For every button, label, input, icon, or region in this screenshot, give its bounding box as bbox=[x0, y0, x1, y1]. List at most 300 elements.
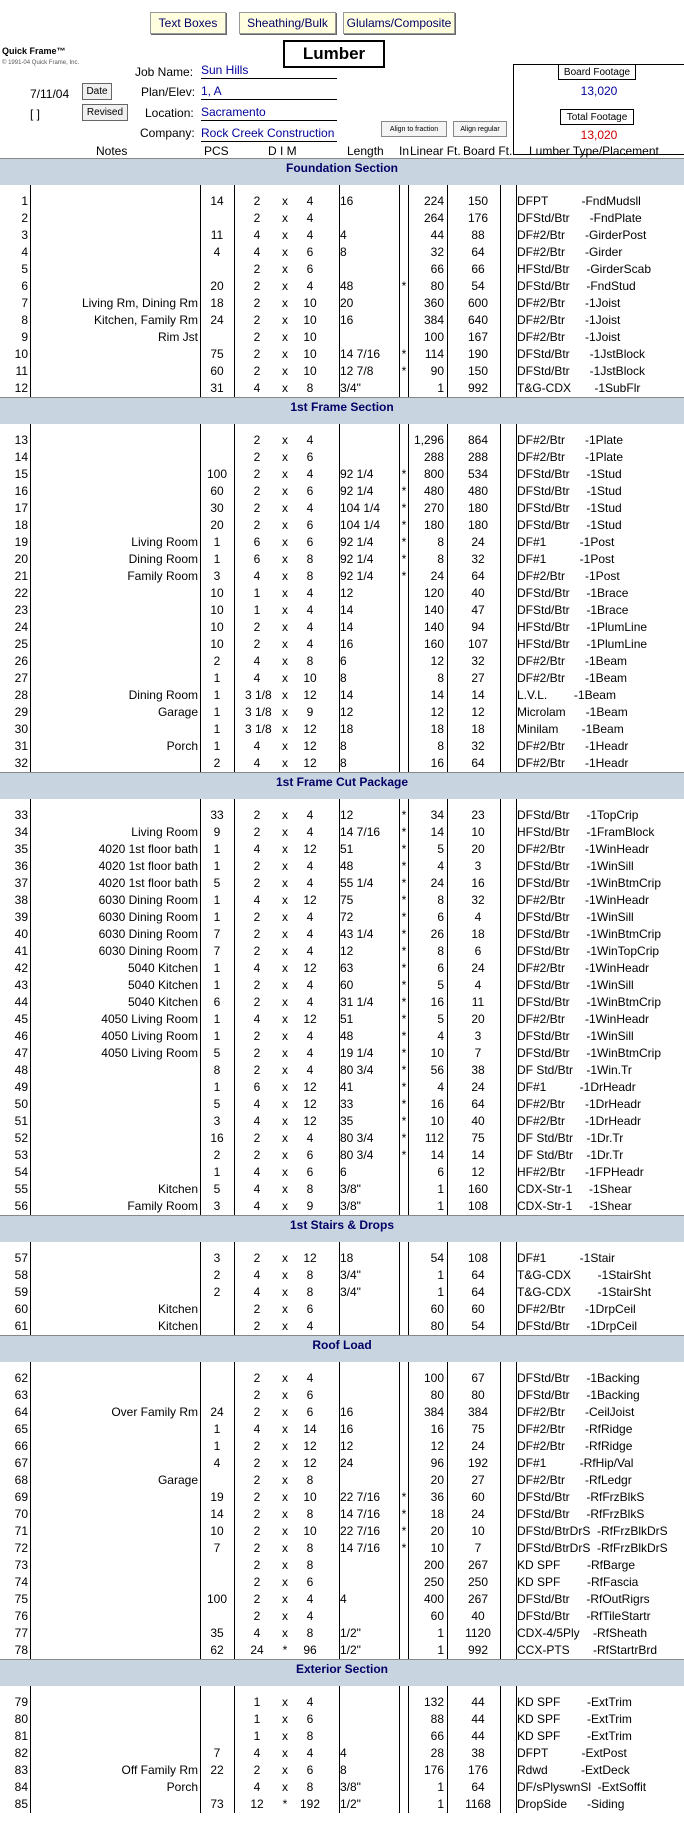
table-row[interactable] bbox=[0, 1284, 684, 1301]
row-pcs: 19 bbox=[210, 1490, 224, 1504]
row-board-ft: 40 bbox=[471, 1114, 485, 1128]
table-row[interactable] bbox=[0, 261, 684, 278]
table-row[interactable] bbox=[0, 1062, 684, 1079]
table-row[interactable] bbox=[0, 1421, 684, 1438]
row-linear-ft: 1 bbox=[437, 1285, 444, 1299]
row-lumber-type: DF#2/Btr -1Headr bbox=[517, 739, 629, 753]
table-row[interactable] bbox=[0, 1745, 684, 1762]
table-row[interactable] bbox=[0, 500, 684, 517]
row-pcs: 10 bbox=[210, 1524, 224, 1538]
row-lumber-type: DFStd/Btr -1Stud bbox=[517, 467, 622, 481]
table-row[interactable] bbox=[0, 926, 684, 943]
table-row[interactable] bbox=[0, 329, 684, 346]
row-dim-sep: x bbox=[282, 535, 288, 549]
row-number: 10 bbox=[14, 347, 28, 361]
row-lumber-type: DFStd/Btr -1Backing bbox=[517, 1371, 640, 1385]
row-board-ft: 12 bbox=[471, 1165, 485, 1179]
row-in-flag: * bbox=[401, 501, 407, 515]
text-boxes-button[interactable]: Text Boxes bbox=[150, 12, 226, 34]
table-row[interactable] bbox=[0, 1113, 684, 1130]
table-row[interactable] bbox=[0, 1198, 684, 1215]
row-linear-ft: 100 bbox=[423, 1371, 444, 1385]
table-row[interactable] bbox=[0, 517, 684, 534]
column-divider bbox=[234, 1686, 235, 1813]
row-pcs: 73 bbox=[210, 1797, 224, 1811]
table-row[interactable] bbox=[0, 994, 684, 1011]
row-dim-b: 6 bbox=[306, 1388, 314, 1402]
table-row[interactable] bbox=[0, 1574, 684, 1591]
table-row[interactable] bbox=[0, 1796, 684, 1813]
table-row[interactable] bbox=[0, 193, 684, 210]
row-dim-sep: x bbox=[282, 1182, 288, 1196]
row-dim-sep: x bbox=[282, 842, 288, 856]
table-row[interactable] bbox=[0, 1591, 684, 1608]
row-lumber-type: DFStd/Btr -1WinTopCrip bbox=[517, 944, 660, 958]
plan-elev-field[interactable]: 1, A bbox=[201, 84, 337, 100]
table-row[interactable] bbox=[0, 1079, 684, 1096]
row-note: 5040 Kitchen bbox=[127, 978, 198, 992]
row-pcs: 1 bbox=[213, 1422, 221, 1436]
row-dim-b: 4 bbox=[306, 859, 314, 873]
table-row[interactable] bbox=[0, 551, 684, 568]
table-row[interactable] bbox=[0, 807, 684, 824]
row-pcs: 8 bbox=[213, 1063, 221, 1077]
align-to-fraction-button[interactable]: Align to fraction bbox=[381, 121, 447, 137]
column-divider bbox=[30, 1242, 31, 1335]
row-length: 12 bbox=[340, 705, 354, 719]
table-row[interactable] bbox=[0, 1301, 684, 1318]
row-dim-sep: x bbox=[282, 688, 288, 702]
row-dim-a: 2 bbox=[253, 1131, 261, 1145]
row-lumber-type: DFStd/Btr -1WinBtmCrip bbox=[517, 1046, 662, 1060]
align-regular-button[interactable]: Align regular bbox=[453, 121, 507, 137]
row-linear-ft: 6 bbox=[437, 910, 444, 924]
table-row[interactable] bbox=[0, 449, 684, 466]
row-lumber-type: DF#2/Btr -1DrHeadr bbox=[517, 1097, 642, 1111]
row-pcs: 24 bbox=[210, 313, 224, 327]
row-dim-sep: x bbox=[282, 1422, 288, 1436]
row-in-flag: * bbox=[401, 1097, 407, 1111]
company-field[interactable]: Rock Creek Construction bbox=[201, 126, 337, 142]
section-rows bbox=[0, 1362, 684, 1659]
section-rows bbox=[0, 1242, 684, 1335]
row-number: 41 bbox=[14, 944, 28, 958]
row-length: 18 bbox=[340, 722, 354, 736]
row-lumber-type: HFStd/Btr -1PlumLine bbox=[517, 620, 648, 634]
row-length: 3/8" bbox=[340, 1199, 361, 1213]
row-linear-ft: 360 bbox=[423, 296, 444, 310]
row-number: 55 bbox=[14, 1182, 28, 1196]
total-footage-button[interactable]: Total Footage bbox=[560, 109, 634, 125]
date-button[interactable]: Date bbox=[82, 83, 112, 100]
row-dim-b: 8 bbox=[306, 381, 314, 395]
row-lumber-type: DF#2/Btr -Girder bbox=[517, 245, 623, 259]
table-row[interactable] bbox=[0, 1779, 684, 1796]
row-dim-b: 4 bbox=[306, 910, 314, 924]
row-in-flag: * bbox=[401, 347, 407, 361]
table-row[interactable] bbox=[0, 960, 684, 977]
row-linear-ft: 10 bbox=[430, 1114, 444, 1128]
table-row[interactable] bbox=[0, 585, 684, 602]
row-note: 4020 1st floor bath bbox=[98, 859, 198, 873]
row-dim-b: 6 bbox=[306, 450, 314, 464]
row-dim-sep: x bbox=[282, 620, 288, 634]
row-linear-ft: 60 bbox=[430, 1609, 444, 1623]
row-linear-ft: 160 bbox=[423, 637, 444, 651]
row-note: 6030 Dining Room bbox=[98, 927, 198, 941]
glulams-composite-button[interactable]: Glulams/Composite bbox=[343, 12, 455, 34]
row-dim-a: 4 bbox=[253, 1012, 261, 1026]
row-board-ft: 167 bbox=[467, 330, 489, 344]
row-linear-ft: 1 bbox=[437, 1268, 444, 1282]
row-dim-b: 4 bbox=[306, 944, 314, 958]
row-linear-ft: 60 bbox=[430, 1302, 444, 1316]
row-linear-ft: 8 bbox=[437, 671, 444, 685]
row-number: 13 bbox=[14, 433, 28, 447]
row-dim-b: 4 bbox=[306, 279, 314, 293]
row-length: 51 bbox=[340, 1012, 354, 1026]
row-pcs: 9 bbox=[213, 825, 221, 839]
row-linear-ft: 1 bbox=[437, 381, 444, 395]
table-row[interactable] bbox=[0, 210, 684, 227]
table-row[interactable] bbox=[0, 534, 684, 551]
row-lumber-type: HFStd/Btr -GirderScab bbox=[517, 262, 652, 276]
table-row[interactable] bbox=[0, 227, 684, 244]
row-lumber-type: DF#2/Btr -RfRidge bbox=[517, 1439, 633, 1453]
row-dim-sep: x bbox=[282, 1302, 288, 1316]
table-row[interactable] bbox=[0, 755, 684, 772]
row-lumber-type: DFStd/Btr -1WinBtmCrip bbox=[517, 995, 662, 1009]
row-dim-a: 4 bbox=[253, 1114, 261, 1128]
row-board-ft: 14 bbox=[471, 688, 485, 702]
row-dim-a: 4 bbox=[253, 1626, 261, 1640]
row-board-ft: 27 bbox=[471, 1473, 485, 1487]
section-rows bbox=[0, 1686, 684, 1813]
row-length: 80 3/4 bbox=[340, 1063, 374, 1077]
row-dim-a: 4 bbox=[253, 1422, 261, 1436]
row-in-flag: * bbox=[401, 995, 407, 1009]
table-row[interactable] bbox=[0, 1147, 684, 1164]
table-row[interactable] bbox=[0, 704, 684, 721]
column-divider bbox=[500, 424, 501, 772]
row-lumber-type: Rdwd -ExtDeck bbox=[517, 1763, 630, 1777]
table-row[interactable] bbox=[0, 1404, 684, 1421]
table-row[interactable] bbox=[0, 1318, 684, 1335]
row-length: 3/8" bbox=[340, 1780, 361, 1794]
table-row[interactable] bbox=[0, 1728, 684, 1745]
row-linear-ft: 132 bbox=[423, 1695, 444, 1709]
table-row[interactable] bbox=[0, 568, 684, 585]
table-row[interactable] bbox=[0, 909, 684, 926]
row-dim-b: 6 bbox=[306, 1763, 314, 1777]
row-dim-b: 6 bbox=[306, 1302, 314, 1316]
row-in-flag: * bbox=[401, 1080, 407, 1094]
row-lumber-type: DF#2/Btr -1WinHeadr bbox=[517, 893, 650, 907]
row-length: 4 bbox=[340, 1746, 347, 1760]
row-dim-b: 14 bbox=[303, 1422, 317, 1436]
column-divider bbox=[234, 424, 235, 772]
table-row[interactable] bbox=[0, 892, 684, 909]
row-linear-ft: 8 bbox=[437, 739, 444, 753]
table-row[interactable] bbox=[0, 363, 684, 380]
row-lumber-type: DFStd/Btr -1TopCrip bbox=[517, 808, 639, 822]
column-divider bbox=[339, 1686, 340, 1813]
column-divider bbox=[200, 185, 201, 397]
row-dim-b: 12 bbox=[303, 1251, 317, 1265]
row-length: 12 bbox=[340, 808, 354, 822]
table-row[interactable] bbox=[0, 1267, 684, 1284]
column-divider bbox=[408, 424, 409, 772]
table-row[interactable] bbox=[0, 1438, 684, 1455]
column-divider bbox=[30, 185, 31, 397]
table-row[interactable] bbox=[0, 278, 684, 295]
table-row[interactable] bbox=[0, 738, 684, 755]
table-row[interactable] bbox=[0, 1164, 684, 1181]
row-dim-b: 96 bbox=[303, 1643, 317, 1657]
row-pcs: 3 bbox=[213, 1199, 221, 1213]
row-pcs: 5 bbox=[213, 1097, 221, 1111]
job-name-field[interactable]: Sun Hills bbox=[201, 63, 337, 79]
row-dim-b: 8 bbox=[306, 1729, 314, 1743]
column-divider bbox=[516, 1242, 517, 1335]
row-dim-a: 2 bbox=[253, 347, 261, 361]
row-dim-sep: x bbox=[282, 450, 288, 464]
row-linear-ft: 14 bbox=[430, 688, 444, 702]
table-row[interactable] bbox=[0, 244, 684, 261]
table-row[interactable] bbox=[0, 1506, 684, 1523]
table-row[interactable] bbox=[0, 432, 684, 449]
column-divider bbox=[30, 1686, 31, 1813]
board-footage-value: 13,020 bbox=[580, 84, 618, 98]
table-row[interactable] bbox=[0, 1096, 684, 1113]
table-row[interactable] bbox=[0, 721, 684, 738]
row-board-ft: 27 bbox=[471, 671, 485, 685]
sheathing-bulk-button[interactable]: Sheathing/Bulk bbox=[239, 12, 336, 34]
row-dim-sep: x bbox=[282, 347, 288, 361]
row-length: 24 bbox=[340, 1456, 354, 1470]
row-linear-ft: 66 bbox=[430, 262, 444, 276]
row-board-ft: 18 bbox=[471, 722, 485, 736]
table-row[interactable] bbox=[0, 1181, 684, 1198]
row-length: 16 bbox=[340, 1405, 354, 1419]
row-pcs: 18 bbox=[210, 296, 224, 310]
row-pcs: 4 bbox=[213, 1456, 221, 1470]
table-row[interactable] bbox=[0, 977, 684, 994]
row-number: 19 bbox=[14, 535, 28, 549]
table-row[interactable] bbox=[0, 1642, 684, 1659]
row-in-flag: * bbox=[401, 535, 407, 549]
row-dim-b: 4 bbox=[306, 637, 314, 651]
column-divider bbox=[234, 1242, 235, 1335]
row-pcs: 5 bbox=[213, 876, 221, 890]
row-in-flag: * bbox=[401, 1012, 407, 1026]
row-in-flag: * bbox=[401, 518, 407, 532]
row-board-ft: 3 bbox=[474, 859, 482, 873]
row-lumber-type: DFPT -ExtPost bbox=[517, 1746, 627, 1760]
row-board-ft: 3 bbox=[474, 1029, 482, 1043]
row-length: 14 7/16 bbox=[340, 825, 381, 839]
row-board-ft: 20 bbox=[471, 1012, 485, 1026]
table-row[interactable] bbox=[0, 1625, 684, 1642]
table-row[interactable] bbox=[0, 1130, 684, 1147]
row-linear-ft: 264 bbox=[423, 211, 444, 225]
row-linear-ft: 10 bbox=[430, 1046, 444, 1060]
row-board-ft: 18 bbox=[471, 927, 485, 941]
row-dim-sep: x bbox=[282, 1405, 288, 1419]
row-pcs: 75 bbox=[210, 347, 224, 361]
row-lumber-type: DF/sPlyswnSl -ExtSoffit bbox=[517, 1780, 647, 1794]
col-notes: Notes bbox=[96, 144, 128, 158]
table-row[interactable] bbox=[0, 824, 684, 841]
row-dim-a: 2 bbox=[253, 808, 261, 822]
table-row[interactable] bbox=[0, 1762, 684, 1779]
row-length: 22 7/16 bbox=[340, 1490, 381, 1504]
row-pcs: 3 bbox=[213, 1251, 221, 1265]
row-dim-sep: x bbox=[282, 1199, 288, 1213]
row-length: 31 1/4 bbox=[340, 995, 374, 1009]
table-row[interactable] bbox=[0, 943, 684, 960]
row-lumber-type: DFStd/Btr -FndPlate bbox=[517, 211, 642, 225]
table-row[interactable] bbox=[0, 1489, 684, 1506]
row-dim-b: 12 bbox=[303, 961, 317, 975]
row-dim-sep: x bbox=[282, 330, 288, 344]
row-linear-ft: 44 bbox=[430, 228, 444, 242]
row-note: Dining Room bbox=[128, 552, 198, 566]
row-dim-a: 2 bbox=[253, 1763, 261, 1777]
row-length: 92 1/4 bbox=[340, 569, 374, 583]
row-lumber-type: DFStd/Btr -1WinSill bbox=[517, 910, 634, 924]
column-divider bbox=[447, 799, 448, 1215]
row-dim-sep: x bbox=[282, 1729, 288, 1743]
table-row[interactable] bbox=[0, 670, 684, 687]
row-in-flag: * bbox=[401, 1029, 407, 1043]
table-row[interactable] bbox=[0, 312, 684, 329]
table-row[interactable] bbox=[0, 380, 684, 397]
row-board-ft: 54 bbox=[471, 1319, 485, 1333]
table-row[interactable] bbox=[0, 1250, 684, 1267]
row-lumber-type: DFStd/Btr -RfFrzBlkS bbox=[517, 1507, 645, 1521]
column-divider bbox=[339, 185, 340, 397]
row-lumber-type: DF#1 -RfHip/Val bbox=[517, 1456, 634, 1470]
row-length: 63 bbox=[340, 961, 354, 975]
row-note: Kitchen bbox=[157, 1302, 198, 1316]
brand-name: Quick Frame™ bbox=[2, 46, 66, 56]
row-dim-a: 4 bbox=[253, 961, 261, 975]
row-lumber-type: DF#2/Btr -1Headr bbox=[517, 756, 629, 770]
row-dim-a: 2 bbox=[253, 876, 261, 890]
table-row[interactable] bbox=[0, 295, 684, 312]
table-row[interactable] bbox=[0, 653, 684, 670]
row-note: Living Room bbox=[131, 825, 198, 839]
row-pcs: 14 bbox=[210, 1507, 224, 1521]
column-divider bbox=[500, 185, 501, 397]
table-row[interactable] bbox=[0, 1028, 684, 1045]
row-pcs: 1 bbox=[213, 1029, 221, 1043]
location-field[interactable]: Sacramento bbox=[201, 105, 337, 121]
row-length: 51 bbox=[340, 842, 354, 856]
row-pcs: 1 bbox=[213, 552, 221, 566]
row-number: 11 bbox=[15, 364, 28, 378]
table-row[interactable] bbox=[0, 602, 684, 619]
row-linear-ft: 114 bbox=[424, 347, 444, 361]
row-pcs: 1 bbox=[213, 705, 221, 719]
row-number: 46 bbox=[14, 1029, 28, 1043]
row-dim-b: 4 bbox=[306, 1319, 314, 1333]
table-row[interactable] bbox=[0, 687, 684, 704]
row-linear-ft: 54 bbox=[430, 1251, 444, 1265]
row-dim-b: 6 bbox=[306, 1712, 314, 1726]
row-lumber-type: HFStd/Btr -1PlumLine bbox=[517, 637, 648, 651]
table-row[interactable] bbox=[0, 636, 684, 653]
row-dim-sep: x bbox=[282, 228, 288, 242]
table-row[interactable] bbox=[0, 1370, 684, 1387]
table-row[interactable] bbox=[0, 1472, 684, 1489]
table-row[interactable] bbox=[0, 466, 684, 483]
row-dim-sep: x bbox=[282, 194, 288, 208]
row-linear-ft: 90 bbox=[430, 364, 444, 378]
table-row[interactable] bbox=[0, 1523, 684, 1540]
row-number: 9 bbox=[21, 330, 28, 344]
table-row[interactable] bbox=[0, 841, 684, 858]
row-dim-a: 4 bbox=[253, 671, 261, 685]
row-dim-a: 3 1/8 bbox=[245, 705, 272, 719]
table-row[interactable] bbox=[0, 1711, 684, 1728]
board-footage-button[interactable]: Board Footage bbox=[558, 64, 636, 80]
table-row[interactable] bbox=[0, 1455, 684, 1472]
row-dim-a: 2 bbox=[253, 330, 261, 344]
row-dim-b: 4 bbox=[306, 501, 314, 515]
row-note: Porch bbox=[166, 739, 198, 753]
row-dim-b: 12 bbox=[303, 893, 317, 907]
row-dim-b: 12 bbox=[303, 1012, 317, 1026]
table-row[interactable] bbox=[0, 1045, 684, 1062]
table-row[interactable] bbox=[0, 1557, 684, 1574]
table-row[interactable] bbox=[0, 875, 684, 892]
table-row[interactable] bbox=[0, 346, 684, 363]
row-pcs: 1 bbox=[213, 1080, 221, 1094]
row-linear-ft: 96 bbox=[430, 1456, 444, 1470]
row-pcs: 33 bbox=[210, 808, 224, 822]
row-dim-a: 4 bbox=[253, 228, 261, 242]
page-title: Lumber bbox=[283, 40, 385, 68]
row-number: 29 bbox=[14, 705, 28, 719]
row-board-ft: 32 bbox=[471, 893, 485, 907]
row-dim-sep: x bbox=[282, 1131, 288, 1145]
row-lumber-type: DF#2/Btr -1Joist bbox=[517, 296, 621, 310]
row-pcs: 10 bbox=[210, 603, 224, 617]
row-dim-sep: x bbox=[282, 876, 288, 890]
row-board-ft: 176 bbox=[467, 1763, 489, 1777]
table-row[interactable] bbox=[0, 1608, 684, 1625]
row-number: 30 bbox=[14, 722, 28, 736]
row-dim-b: 8 bbox=[306, 1473, 314, 1487]
row-dim-sep: x bbox=[282, 859, 288, 873]
row-dim-b: 4 bbox=[306, 467, 314, 481]
row-dim-a: 4 bbox=[253, 1746, 261, 1760]
row-number: 33 bbox=[14, 808, 28, 822]
row-dim-sep: x bbox=[282, 569, 288, 583]
table-row[interactable] bbox=[0, 619, 684, 636]
table-row[interactable] bbox=[0, 1540, 684, 1557]
table-row[interactable] bbox=[0, 483, 684, 500]
table-row[interactable] bbox=[0, 858, 684, 875]
row-board-ft: 108 bbox=[467, 1199, 489, 1213]
table-row[interactable] bbox=[0, 1011, 684, 1028]
row-number: 67 bbox=[14, 1456, 28, 1470]
table-row[interactable] bbox=[0, 1387, 684, 1404]
revised-button[interactable]: Revised bbox=[82, 104, 128, 121]
table-row[interactable] bbox=[0, 1694, 684, 1711]
